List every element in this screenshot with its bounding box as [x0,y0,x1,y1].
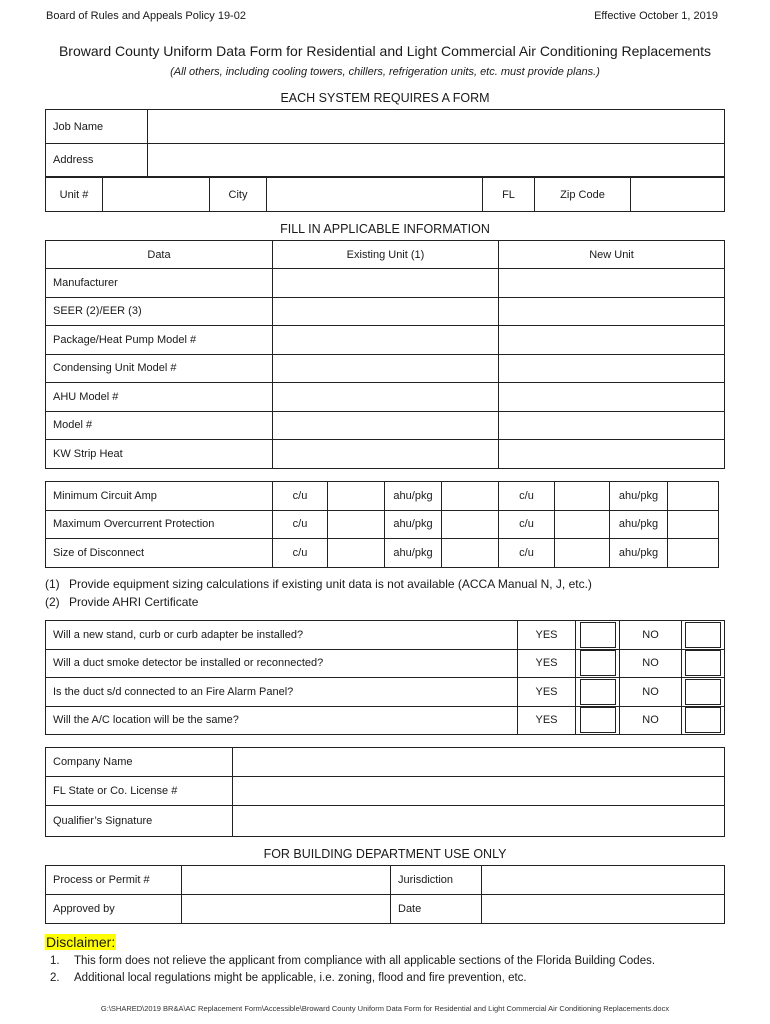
effective-date: Effective October 1, 2019 [594,10,718,22]
no-label: NO [620,649,682,678]
new-package-model-field[interactable] [499,326,725,355]
signature-label: Qualifier’s Signature [46,806,233,837]
row-label-kw-strip-heat: KW Strip Heat [46,440,273,469]
no-label: NO [620,706,682,735]
address-label: Address [46,144,148,177]
disclaimer-title: Disclaimer: [46,934,116,950]
zip-label: Zip Code [535,178,631,212]
no-label: NO [620,621,682,650]
electrical-table [45,481,719,568]
process-permit-label: Process or Permit # [46,866,182,895]
note-number: (1) [45,577,60,591]
job-table [45,109,725,177]
existing-kw-strip-heat-field[interactable] [273,440,499,469]
existing-ahu-model-field[interactable] [273,383,499,412]
jurisdiction-field[interactable] [482,866,725,895]
yes-label: YES [518,649,576,678]
fill-in-heading: FILL IN APPLICABLE INFORMATION [280,222,490,236]
existing-cu-label: c/u [273,539,328,568]
existing-cu-label: c/u [273,510,328,539]
disclaimer-text: This form does not relieve the applicant from compliance with all applicable sections of the Florida Building Codes. [74,955,656,967]
signature-field[interactable] [233,806,725,837]
existing-cu-field[interactable] [328,510,385,539]
state-label: FL [483,178,535,212]
new-seer-field[interactable] [499,297,725,326]
job-name-field[interactable] [148,110,725,144]
building-dept-heading: FOR BUILDING DEPARTMENT USE ONLY [263,847,507,861]
disclaimer-number: 1. [50,955,60,967]
disclaimer-number: 2. [50,972,60,984]
new-ahu-label: ahu/pkg [610,482,668,511]
question-text: Will a new stand, curb or curb adapter be installed? [46,621,518,650]
form-title: Broward County Uniform Data Form for Residential and Light Commercial Air Conditioning Replacements [58,43,712,59]
note-1 [45,577,592,591]
disclaimer-item [50,972,527,984]
approved-by-label: Approved by [46,895,182,924]
row-label-condensing-model: Condensing Unit Model # [46,354,273,383]
new-cu-field[interactable] [555,510,610,539]
existing-model-field[interactable] [273,411,499,440]
new-condensing-model-field[interactable] [499,354,725,383]
row-label-size-disconnect: Size of Disconnect [46,539,273,568]
existing-seer-field[interactable] [273,297,499,326]
existing-ahu-label: ahu/pkg [385,539,442,568]
date-field[interactable] [482,895,725,924]
new-ahu-label: ahu/pkg [610,510,668,539]
existing-ahu-field[interactable] [442,539,499,568]
question-text: Will the A/C location will be the same? [46,706,518,735]
address-field[interactable] [148,144,725,177]
note-number: (2) [45,595,60,609]
new-ahu-field[interactable] [668,482,719,511]
date-label: Date [391,895,482,924]
row-label-min-circuit-amp: Minimum Circuit Amp [46,482,273,511]
new-cu-label: c/u [499,539,555,568]
yes-label: YES [518,621,576,650]
new-model-field[interactable] [499,411,725,440]
yes-checkbox[interactable] [580,622,616,648]
unit-label: Unit # [46,178,103,212]
column-header-data: Data [46,241,273,269]
note-text: Provide AHRI Certificate [69,595,199,609]
company-name-label: Company Name [46,748,233,777]
row-label-ahu-model: AHU Model # [46,383,273,412]
column-header-new: New Unit [499,241,725,269]
row-label-seer: SEER (2)/EER (3) [46,297,273,326]
new-ahu-model-field[interactable] [499,383,725,412]
existing-ahu-label: ahu/pkg [385,510,442,539]
note-text: Provide equipment sizing calculations if existing unit data is not available (ACCA Manual N, J, etc.) [69,577,592,591]
company-table [45,747,725,837]
license-field[interactable] [233,777,725,806]
approved-by-field[interactable] [182,895,391,924]
license-label: FL State or Co. License # [46,777,233,806]
row-label-model: Model # [46,411,273,440]
each-system-heading: EACH SYSTEM REQUIRES A FORM [280,91,490,105]
city-label: City [210,178,267,212]
process-permit-field[interactable] [182,866,391,895]
questions-table [45,620,725,735]
file-path-footer: G:\SHARED\2019 BR&A\AC Replacement Form\Accessible\Broward County Uniform Data Form for Residential and Light Commercial Air Conditioning Replacements.docx [100,1004,670,1013]
no-checkbox[interactable] [685,650,721,676]
note-2 [45,595,198,609]
existing-ahu-field[interactable] [442,482,499,511]
yes-checkbox[interactable] [580,650,616,676]
new-cu-label: c/u [499,482,555,511]
no-label: NO [620,678,682,707]
existing-cu-field[interactable] [328,539,385,568]
unit-field[interactable] [103,178,210,212]
yes-checkbox[interactable] [580,679,616,705]
no-checkbox[interactable] [685,679,721,705]
policy-number: Board of Rules and Appeals Policy 19-02 [46,10,246,22]
existing-condensing-model-field[interactable] [273,354,499,383]
job-name-label: Job Name [46,110,148,144]
column-header-existing: Existing Unit (1) [273,241,499,269]
disclaimer-text: Additional local regulations might be applicable, i.e. zoning, flood and fire prevention, etc. [74,972,527,984]
yes-label: YES [518,678,576,707]
form-subtitle: (All others, including cooling towers, chillers, refrigeration units, etc. must provide plans.) [170,66,600,78]
yes-label: YES [518,706,576,735]
new-ahu-field[interactable] [668,539,719,568]
building-dept-table [45,865,725,924]
company-name-field[interactable] [233,748,725,777]
new-kw-strip-heat-field[interactable] [499,440,725,469]
new-manufacturer-field[interactable] [499,269,725,298]
question-text: Will a duct smoke detector be installed or reconnected? [46,649,518,678]
equipment-data-table [45,240,725,469]
existing-ahu-field[interactable] [442,510,499,539]
disclaimer-item [50,955,655,967]
zip-field[interactable] [631,178,725,212]
new-cu-field[interactable] [555,539,610,568]
city-field[interactable] [267,178,483,212]
no-checkbox[interactable] [685,622,721,648]
new-ahu-label: ahu/pkg [610,539,668,568]
yes-checkbox[interactable] [580,707,616,733]
question-text: Is the duct s/d connected to an Fire Alarm Panel? [46,678,518,707]
new-cu-field[interactable] [555,482,610,511]
jurisdiction-label: Jurisdiction [391,866,482,895]
existing-cu-label: c/u [273,482,328,511]
row-label-manufacturer: Manufacturer [46,269,273,298]
existing-cu-field[interactable] [328,482,385,511]
existing-ahu-label: ahu/pkg [385,482,442,511]
location-table [45,177,725,212]
row-label-max-overcurrent: Maximum Overcurrent Protection [46,510,273,539]
row-label-package-model: Package/Heat Pump Model # [46,326,273,355]
existing-package-model-field[interactable] [273,326,499,355]
new-cu-label: c/u [499,510,555,539]
no-checkbox[interactable] [685,707,721,733]
existing-manufacturer-field[interactable] [273,269,499,298]
new-ahu-field[interactable] [668,510,719,539]
